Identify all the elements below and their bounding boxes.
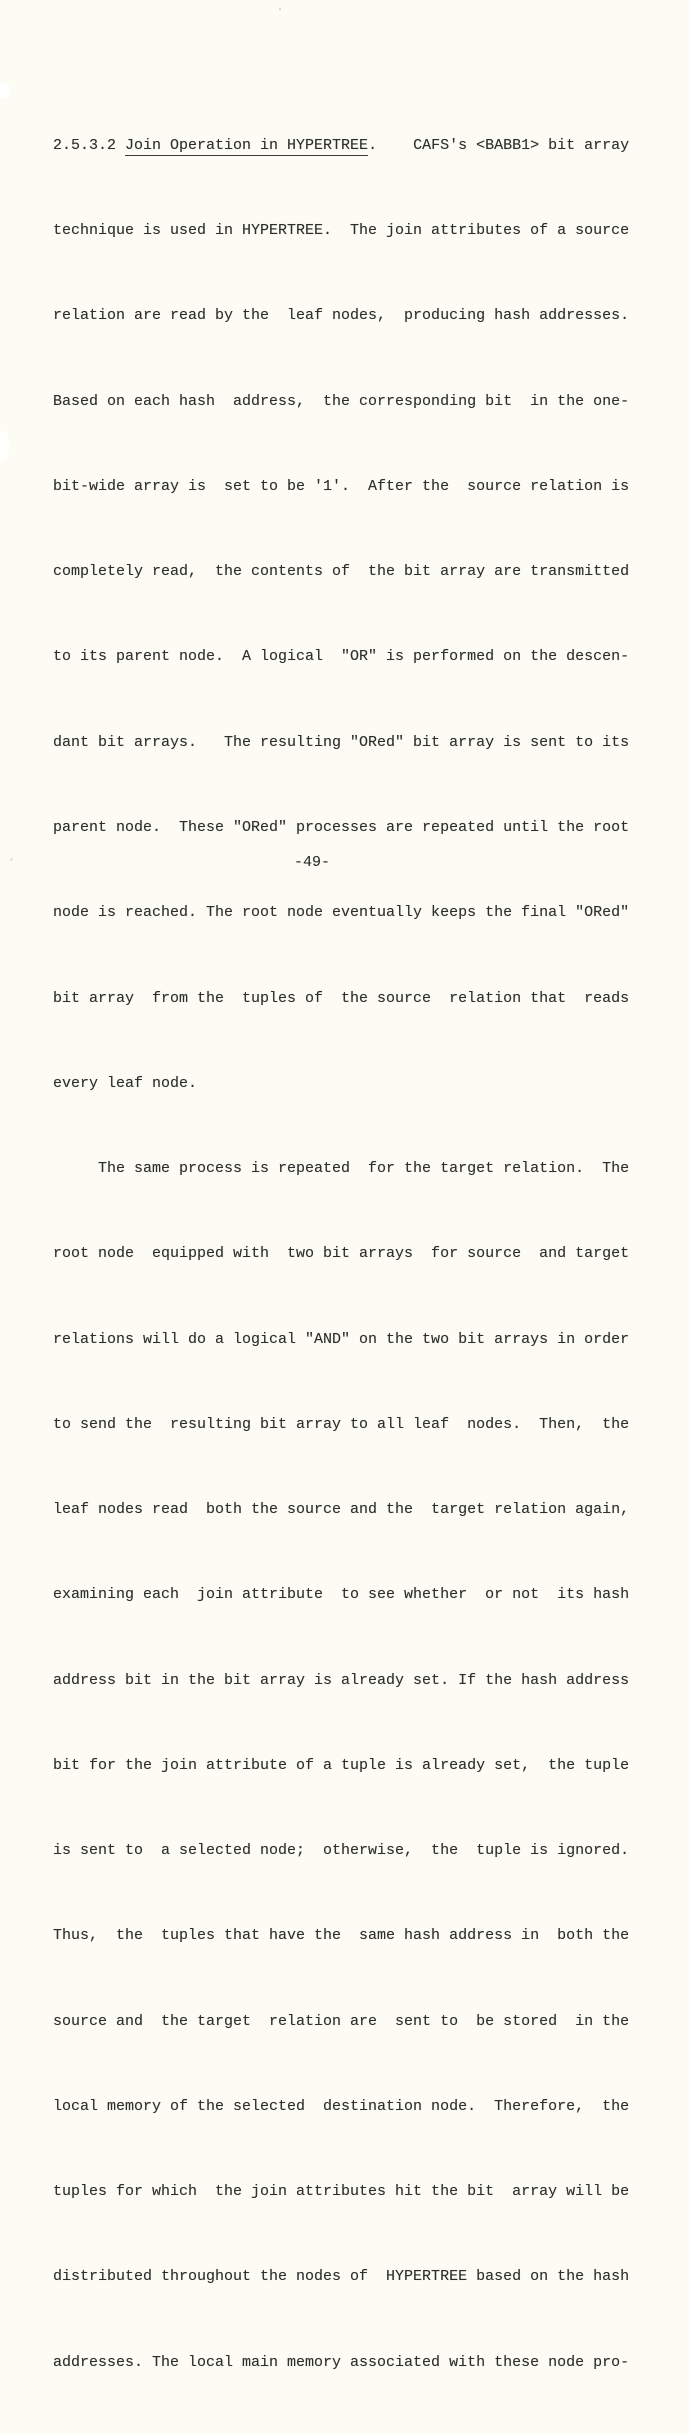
text-line: distributed throughout the nodes of HYPERTREE based on the hash xyxy=(53,2268,630,2286)
text-line: to its parent node. A logical "OR" is performed on the descen- xyxy=(53,648,630,666)
text-line: is sent to a selected node; otherwise, the tuple is ignored. xyxy=(53,1842,630,1860)
text-line paragraph-start: The same process is repeated for the target relation. The xyxy=(53,1160,630,1178)
text-line: relations will do a logical "AND" on the two bit arrays in order xyxy=(53,1330,630,1348)
text-line: leaf nodes read both the source and the target relation again, xyxy=(53,1501,630,1519)
heading-rest: . CAFS's <BABB1> bit array xyxy=(368,136,630,154)
section-heading-line xyxy=(53,132,638,160)
text-line: completely read, the contents of the bit array are transmitted xyxy=(53,563,630,581)
text-line: parent node. These "ORed" processes are repeated until the root xyxy=(53,818,630,836)
text-line: relation are read by the leaf nodes, producing hash addresses. xyxy=(53,307,630,325)
text-line: Thus, the tuples that have the same hash address in both the xyxy=(53,1927,630,1945)
text-line: root node equipped with two bit arrays for source and target xyxy=(53,1245,630,1263)
text-line: source and the target relation are sent to be stored in the xyxy=(53,2012,630,2030)
text-line: technique is used in HYPERTREE. The join attributes of a source xyxy=(53,222,630,240)
text-line: examining each join attribute to see whether or not its hash xyxy=(53,1586,630,1604)
section-title: Join Operation in HYPERTREE xyxy=(125,136,369,154)
text-line: bit array from the tuples of the source relation that reads xyxy=(53,989,630,1007)
text-line: bit-wide array is set to be '1'. After the source relation is xyxy=(53,477,630,495)
section-number: 2.5.3.2 xyxy=(53,136,126,154)
text-line: addresses. The local main memory associated with these node pro- xyxy=(53,2353,630,2371)
text-line: address bit in the bit array is already set. If the hash address xyxy=(53,1671,630,1689)
scan-speck xyxy=(279,8,281,10)
text-line: bit for the join attribute of a tuple is already set, the tuple xyxy=(53,1756,630,1774)
text-line: dant bit arrays. The resulting "ORed" bit array is sent to its xyxy=(53,733,630,751)
body-text xyxy=(53,75,638,2434)
scan-artifact xyxy=(0,83,10,98)
text-line: every leaf node. xyxy=(53,1074,198,1092)
scan-artifact xyxy=(0,431,9,461)
text-line: Based on each hash address, the corresponding bit in the one- xyxy=(53,392,630,410)
text-line: tuples for which the join attributes hit the bit array will be xyxy=(53,2183,630,2201)
text-line: to send the resulting bit array to all leaf nodes. Then, the xyxy=(53,1415,630,1433)
text-line: node is reached. The root node eventually keeps the final "ORed" xyxy=(53,904,630,922)
text-line: local memory of the selected destination node. Therefore, the xyxy=(53,2097,630,2115)
page-number: -49- xyxy=(293,854,330,871)
